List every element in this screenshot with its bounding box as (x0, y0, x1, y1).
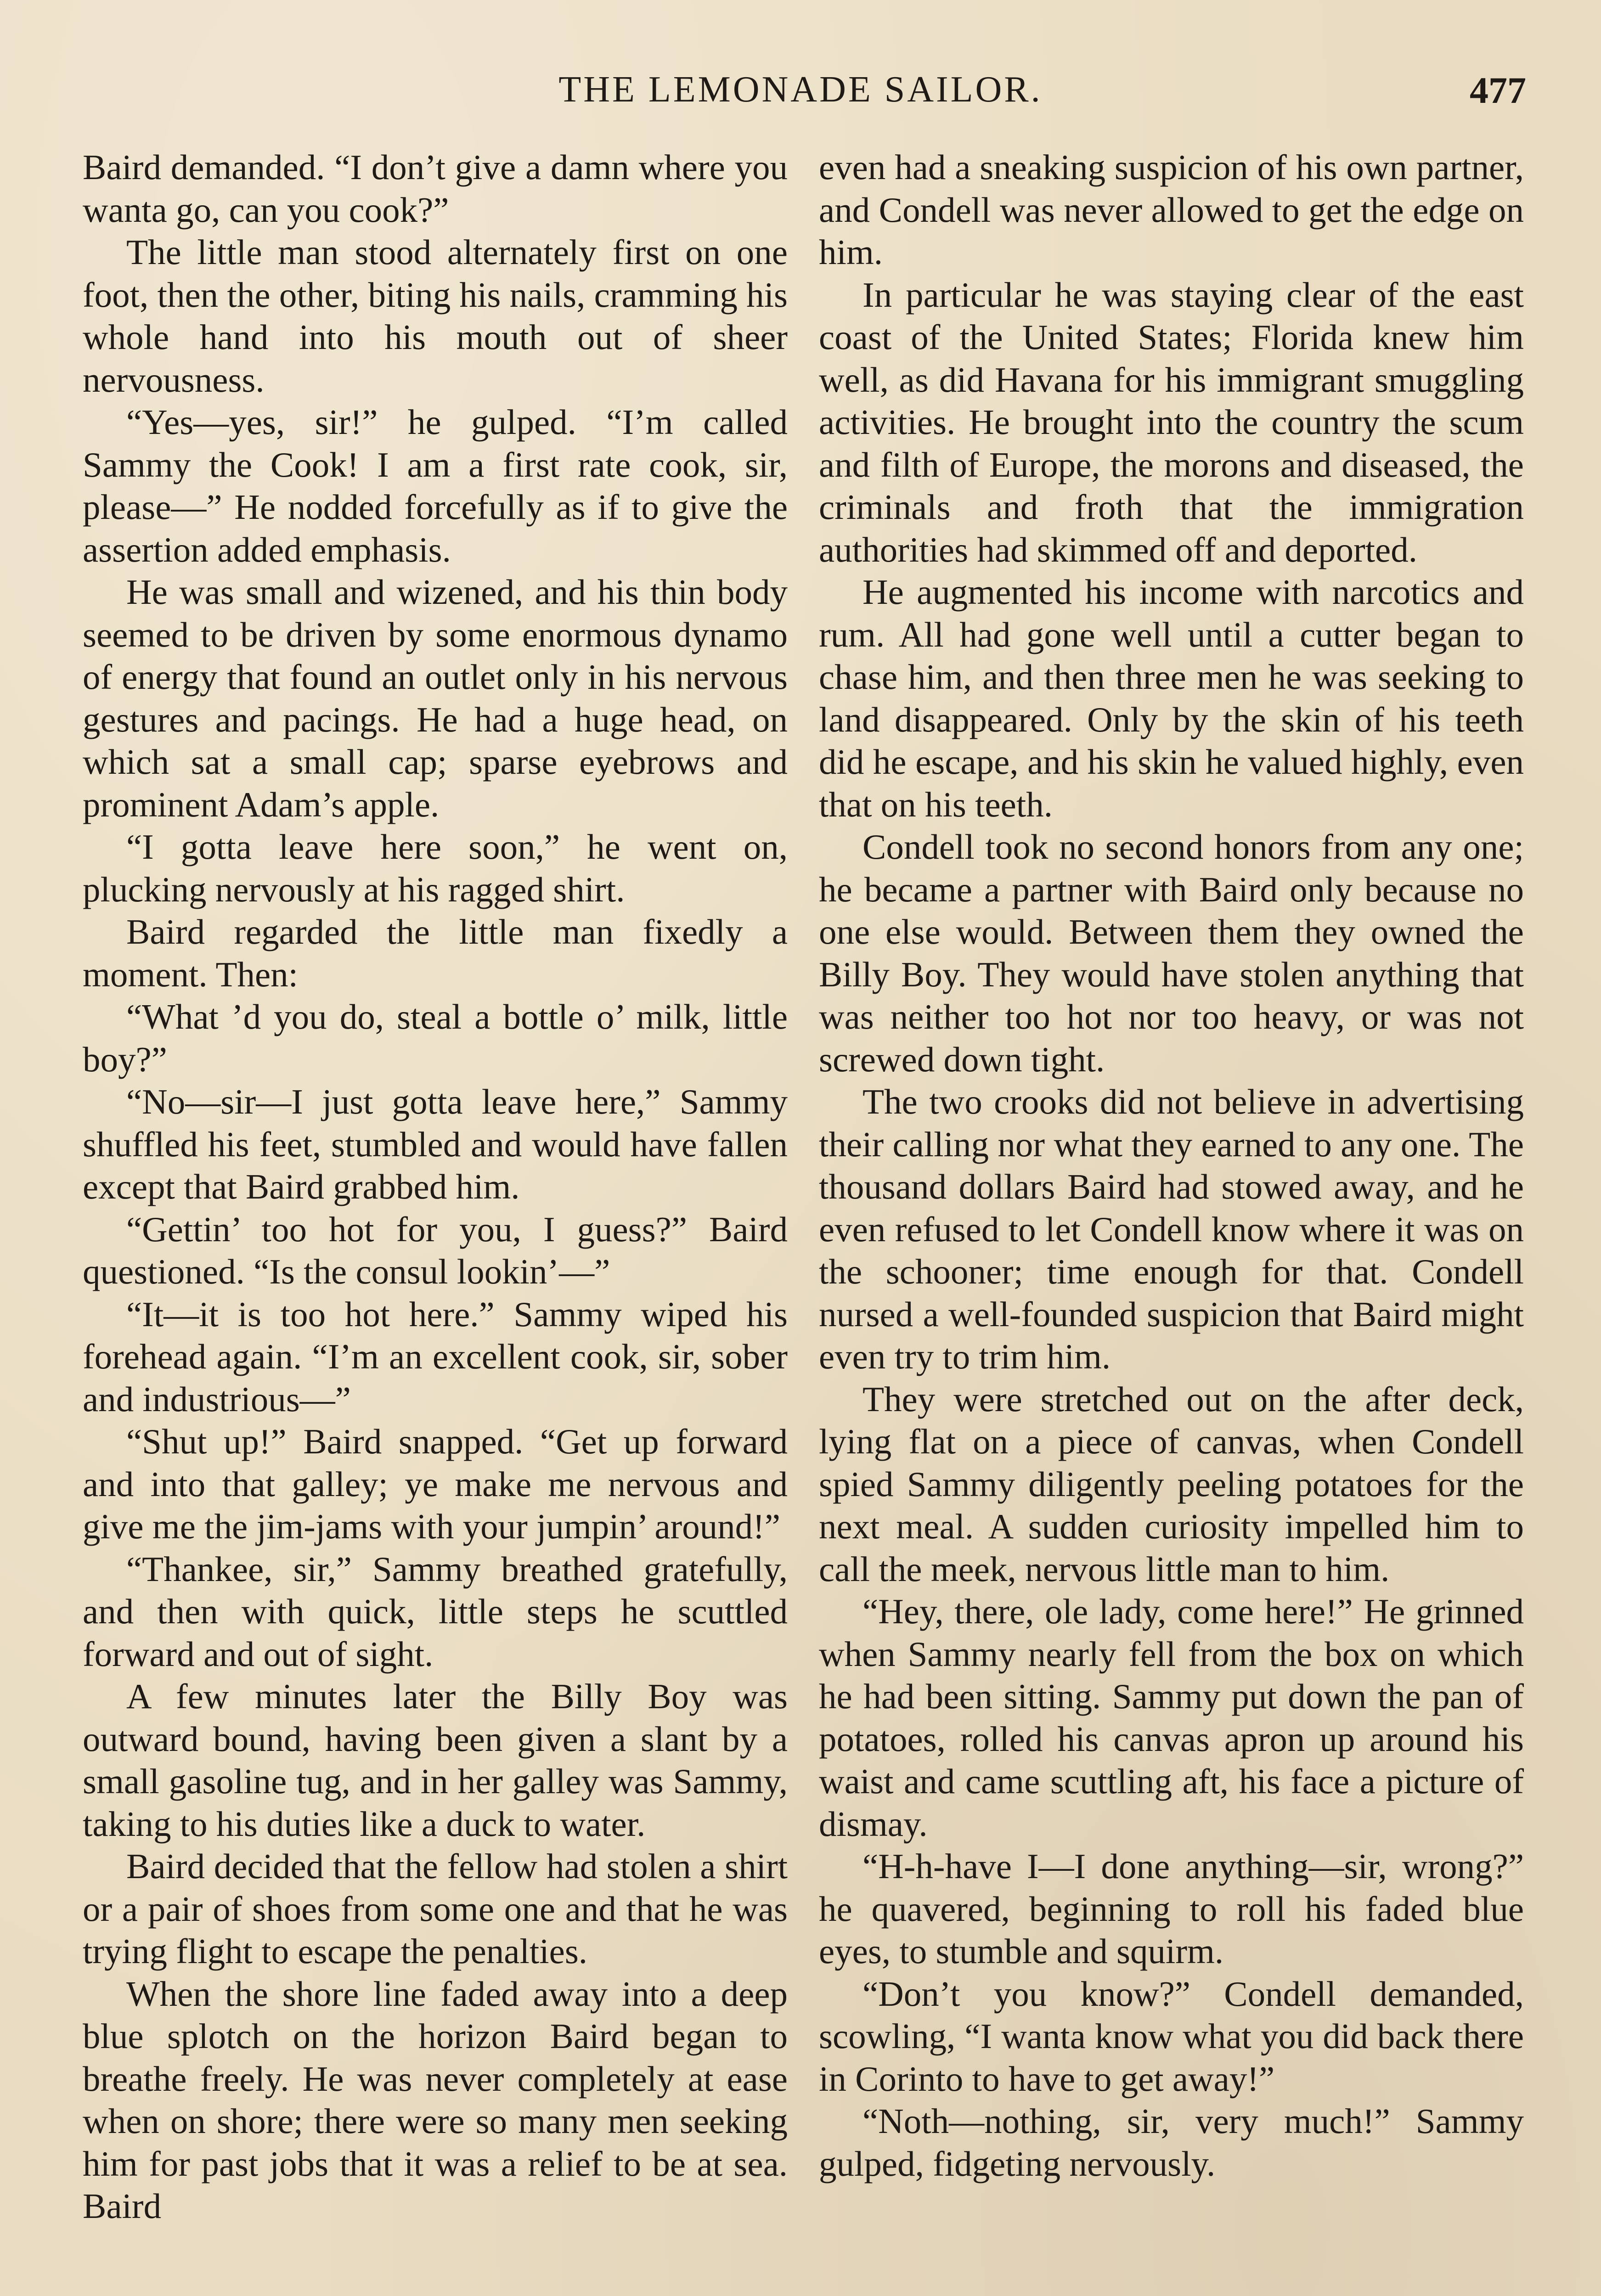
paragraph: “Don’t you know?” Condell demanded, scowling, “I wanta know what you did back there in Corinto to have to get away!” (819, 1974, 1524, 2099)
paragraph: Baird demanded. “I don’t give a damn where you wanta go, can you cook?” (83, 147, 788, 230)
paragraph: “Shut up!” Baird snapped. “Get up forward and into that galley; ye make me nervous and give me the jim-jams with your jumpin’ around!” (83, 1422, 788, 1546)
paragraph: even had a sneaking suspicion of his own partner, and Condell was never allowed to get the edge on him. (819, 147, 1524, 272)
paragraph: “What ’d you do, steal a bottle o’ milk, little boy?” (83, 997, 788, 1079)
paragraph: “Noth—nothing, sir, very much!” Sammy gulped, fidgeting nervously. (819, 2101, 1524, 2183)
page-header (0, 69, 1601, 124)
paragraph: A few minutes later the Billy Boy was outward bound, having been given a slant by a small gasoline tug, and in her galley was Sammy, taking to his duties like a duck to water. (83, 1677, 788, 1844)
paragraph: Baird regarded the little man fixedly a moment. Then: (83, 912, 788, 994)
paragraph: “Thankee, sir,” Sammy breathed gratefully, and then with quick, little steps he scuttled forward and out of sight. (83, 1549, 788, 1674)
running-head: THE LEMONADE SAILOR. (558, 69, 1043, 110)
paragraph: “No—sir—I just gotta leave here,” Sammy shuffled his feet, stumbled and would have fallen except that Baird grabbed him. (83, 1082, 788, 1206)
paragraph: “It—it is too hot here.” Sammy wiped his forehead again. “I’m an excellent cook, sir, sober and industrious—” (83, 1294, 788, 1419)
paragraph: “I gotta leave here soon,” he went on, plucking nervously at his ragged shirt. (83, 827, 788, 909)
paragraph: “Hey, there, ole lady, come here!” He grinned when Sammy nearly fell from the box on which he had been sitting. Sammy put down the pan of potatoes, rolled his canvas apron up around his waist and came scuttling aft, his face a picture of dismay. (819, 1592, 1524, 1844)
page-number: 477 (1470, 69, 1526, 111)
paragraph: “H-h-have I—I done anything—sir, wrong?” he quavered, beginning to roll his faded blue eyes, to stumble and squirm. (819, 1846, 1524, 1971)
paragraph: The little man stood alternately first on one foot, then the other, biting his nails, cramming his whole hand into his mouth out of sheer nervousness. (83, 232, 788, 400)
paragraph: He was small and wizened, and his thin body seemed to be driven by some enormous dynamo of energy that found an outlet only in his nervous gestures and pacings. He had a huge head, on which sat a small cap; sparse eyebrows and prominent Adam’s apple. (83, 572, 788, 824)
paragraph: Baird decided that the fellow had stolen a shirt or a pair of shoes from some one and that he was trying flight to escape the penalties. (83, 1846, 788, 1971)
left-column (83, 146, 788, 2228)
paragraph: Condell took no second honors from any one; he became a partner with Baird only because no one else would. Between them they owned the Billy Boy. They would have stolen anything that was neither too hot nor too heavy, or was not screwed down tight. (819, 827, 1524, 1079)
paragraph: In particular he was staying clear of the east coast of the United States; Florida knew him well, as did Havana for his immigrant smuggling activities. He brought into the country the scum and filth of Europe, the morons and diseased, the criminals and froth that the immigration authorities had skimmed off and deported. (819, 275, 1524, 569)
paragraph: They were stretched out on the after deck, lying flat on a piece of canvas, when Condell spied Sammy diligently peeling potatoes for the next meal. A sudden curiosity impelled him to call the meek, nervous little man to him. (819, 1379, 1524, 1589)
paragraph: He augmented his income with narcotics and rum. All had gone well until a cutter began to chase him, and then three men he was seeking to land disappeared. Only by the skin of his teeth did he escape, and his skin he valued highly, even that on his teeth. (819, 572, 1524, 824)
paragraph: The two crooks did not believe in advertising their calling nor what they earned to any one. The thousand dollars Baird had stowed away, and he even refused to let Condell know where it was on the schooner; time enough for that. Condell nursed a well-founded suspicion that Baird might even try to trim him. (819, 1082, 1524, 1376)
paragraph: “Gettin’ too hot for you, I guess?” Baird questioned. “Is the consul lookin’—” (83, 1209, 788, 1291)
paragraph: When the shore line faded away into a deep blue splotch on the horizon Baird began to breathe freely. He was never completely at ease when on shore; there were so many men seeking him for past jobs that it was a relief to be at sea. Baird (83, 1974, 788, 2226)
right-column (819, 146, 1524, 2185)
paragraph: “Yes—yes, sir!” he gulped. “I’m called Sammy the Cook! I am a first rate cook, sir, please—” He nodded forcefully as if to give the assertion added emphasis. (83, 402, 788, 569)
